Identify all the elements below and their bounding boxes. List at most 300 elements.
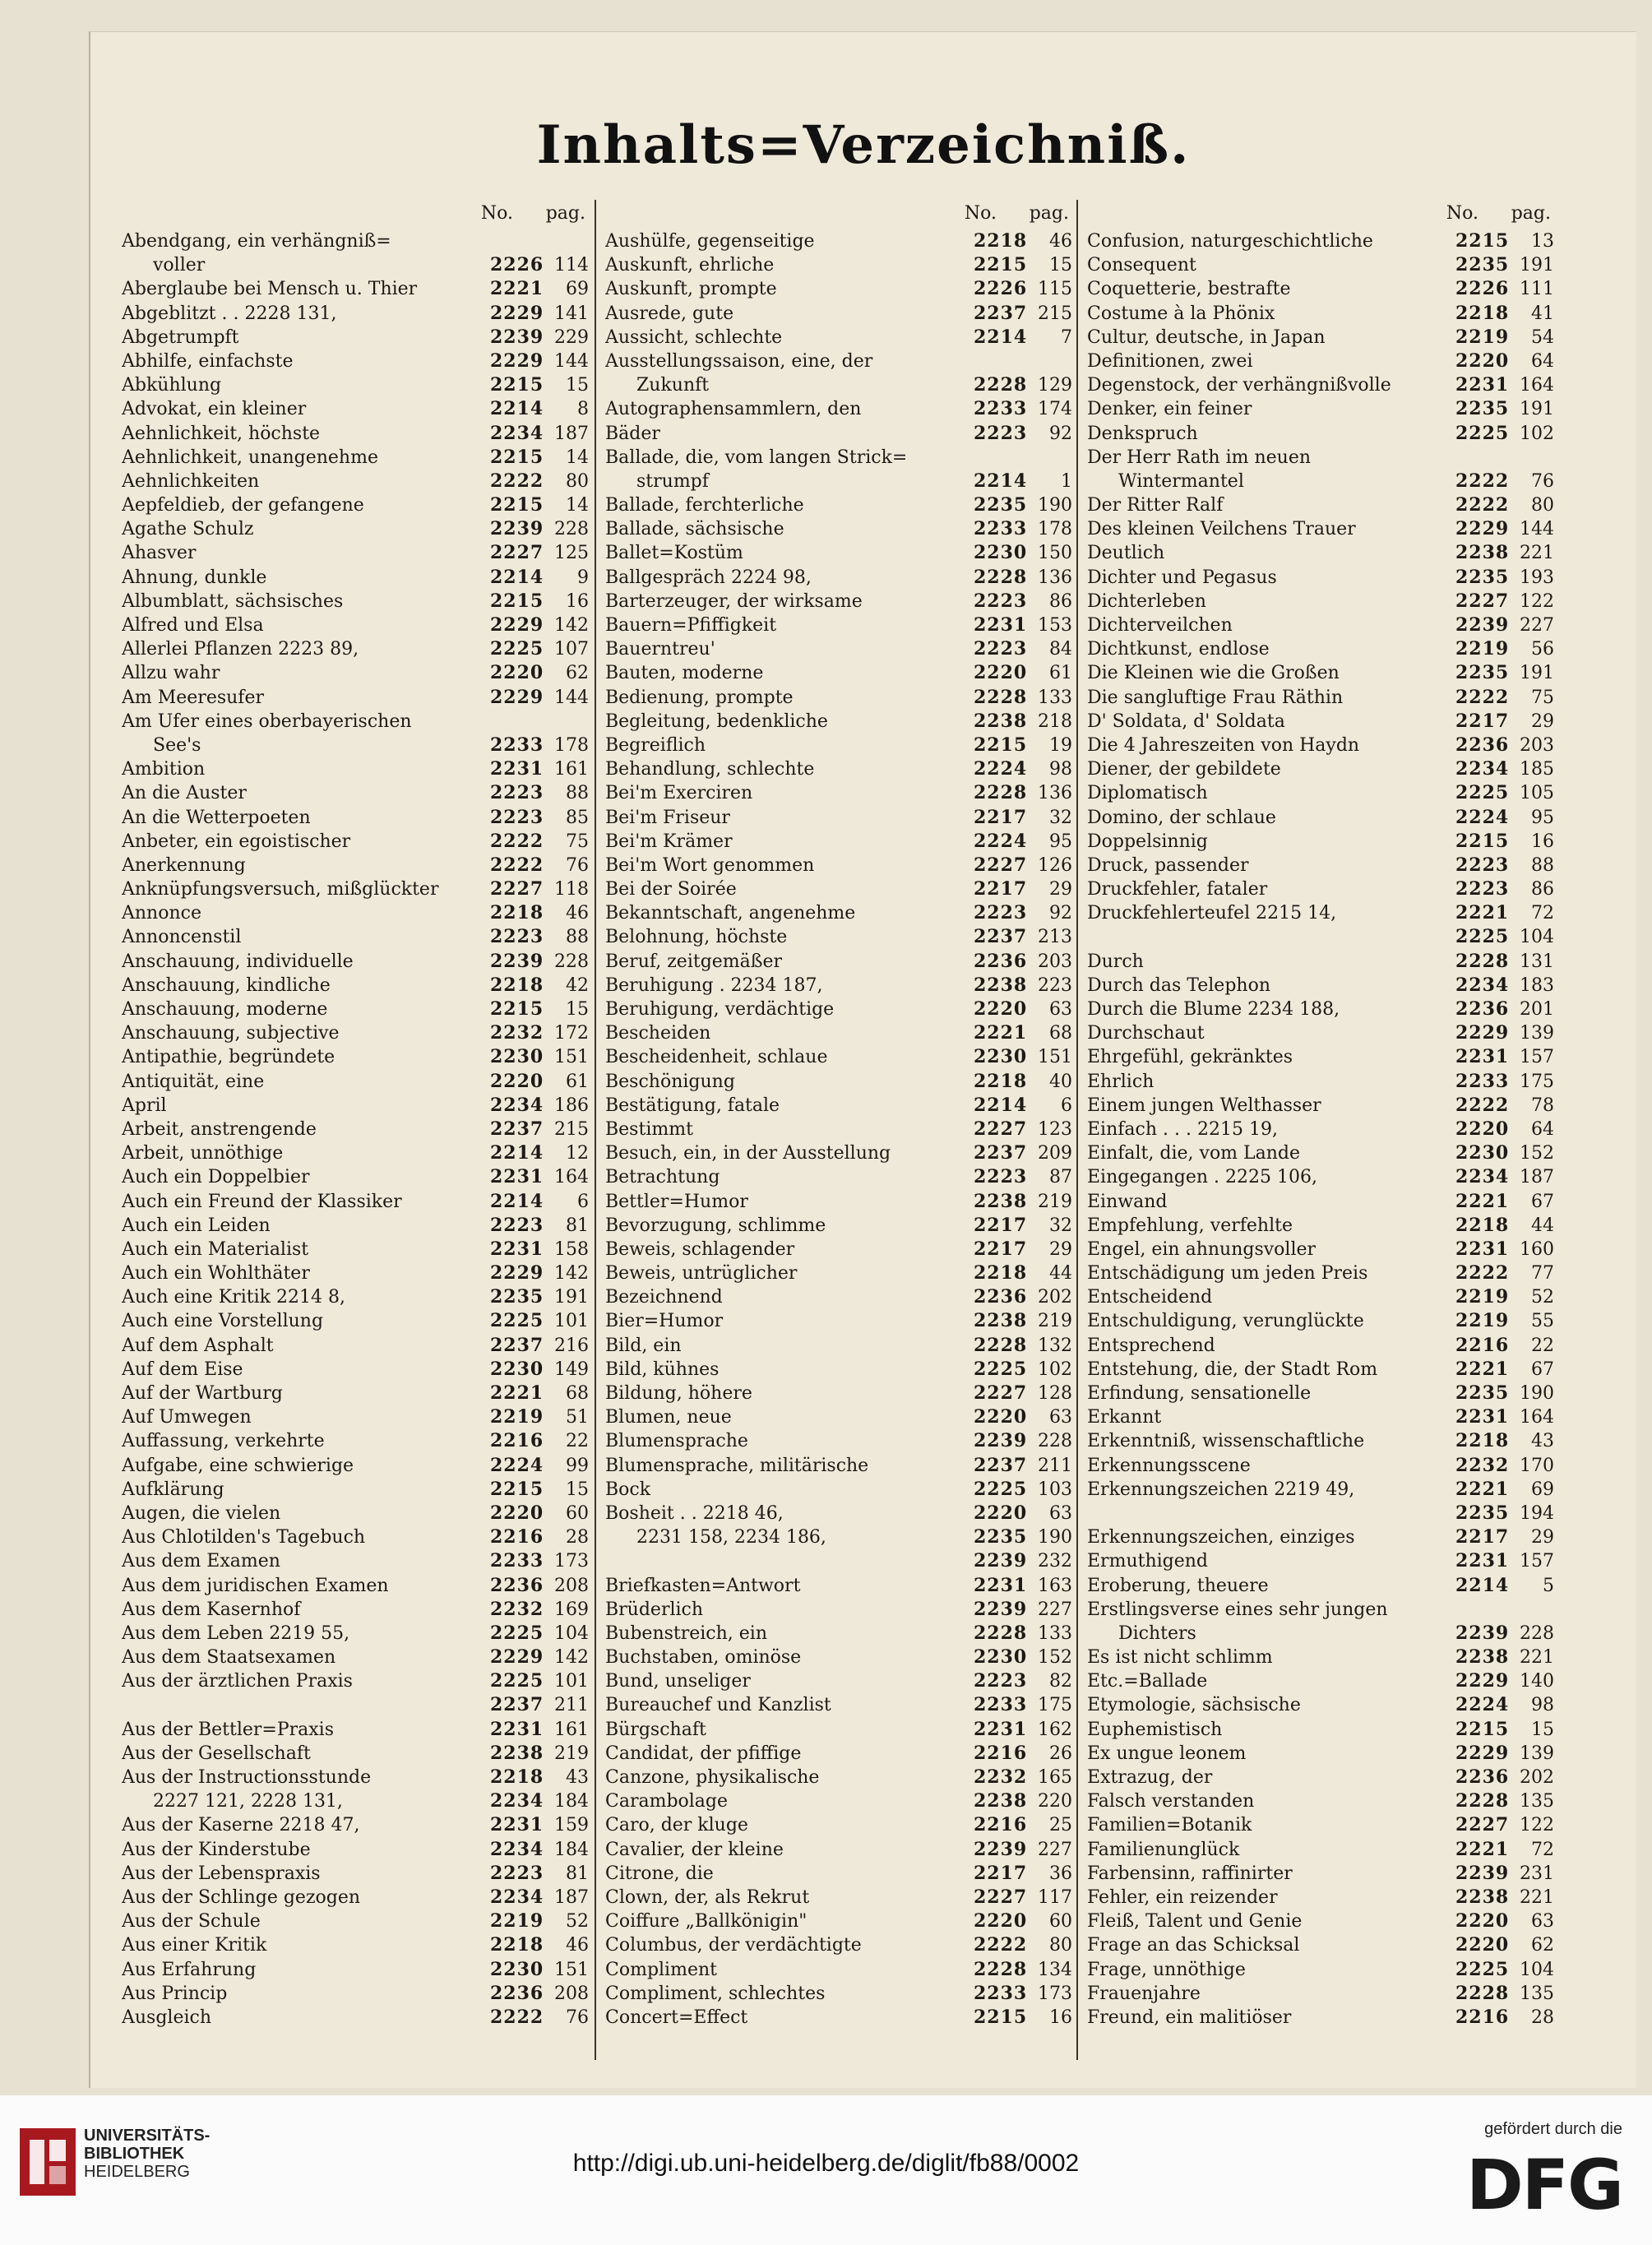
entry-number: 2231 bbox=[974, 614, 1028, 636]
entry-number: 2234 bbox=[490, 1886, 544, 1908]
entry-page: 41 bbox=[1531, 303, 1554, 324]
entry-title: Die 4 Jahreszeiten von Haydn bbox=[1087, 734, 1360, 756]
entry-page: 78 bbox=[1531, 1095, 1554, 1116]
entry-number: 2224 bbox=[974, 758, 1028, 780]
entry-number: 2222 bbox=[490, 470, 544, 492]
index-entry bbox=[115, 1718, 595, 1742]
index-entry bbox=[599, 1405, 1079, 1429]
entry-title: Familien=Botanik bbox=[1087, 1815, 1252, 1836]
entry-title: Aus dem juridischen Examen bbox=[122, 1575, 389, 1596]
index-entry bbox=[1081, 229, 1561, 253]
entry-title: Coquetterie, bestrafte bbox=[1087, 279, 1291, 300]
entry-page: 15 bbox=[566, 999, 589, 1020]
entry-number: 2237 bbox=[974, 302, 1028, 324]
entry-page: 52 bbox=[1531, 1287, 1554, 1308]
entry-title: Antipathie, begründete bbox=[122, 1047, 335, 1068]
entry-title: Auch ein Materialist bbox=[122, 1238, 309, 1260]
entry-title: Cultur, deutsche, in Japan bbox=[1087, 326, 1326, 348]
entry-number: 2215 bbox=[1455, 230, 1510, 252]
entry-title: Einfach . . . 2215 19, bbox=[1087, 1118, 1278, 1140]
entry-page: 76 bbox=[1531, 470, 1554, 492]
index-entry bbox=[599, 493, 1079, 517]
entry-number: 2219 bbox=[1455, 1310, 1510, 1332]
entry-number: 2218 bbox=[1455, 1430, 1510, 1452]
entry-number: 2234 bbox=[490, 1094, 544, 1116]
index-entry bbox=[115, 1886, 595, 1909]
index-entry bbox=[599, 1813, 1079, 1837]
entry-number: 2223 bbox=[490, 806, 544, 828]
index-entry bbox=[599, 877, 1079, 901]
index-entry bbox=[1081, 1982, 1561, 2006]
index-entry bbox=[599, 1238, 1079, 1261]
entry-title: Auf der Wartburg bbox=[122, 1383, 283, 1404]
entry-title: Anschauung, subjective bbox=[122, 1023, 340, 1044]
entry-title: Etymologie, sächsische bbox=[1087, 1695, 1301, 1716]
entry-number: 2236 bbox=[490, 1574, 544, 1596]
entry-number: 2223 bbox=[974, 590, 1028, 612]
entry-page: 228 bbox=[554, 519, 589, 540]
index-entry bbox=[599, 661, 1079, 685]
entry-number: 2215 bbox=[490, 998, 544, 1020]
entry-page: 104 bbox=[1520, 927, 1554, 948]
index-column-2 bbox=[599, 193, 1079, 2030]
entry-page: 219 bbox=[1038, 1191, 1072, 1212]
entry-number: 2221 bbox=[1455, 1478, 1510, 1500]
entry-page: 227 bbox=[1038, 1599, 1072, 1620]
entry-number: 2219 bbox=[1455, 1286, 1510, 1308]
index-entry bbox=[115, 781, 595, 805]
entry-title: Annonce bbox=[122, 903, 201, 924]
entry-page: 202 bbox=[1520, 1767, 1554, 1788]
entry-title: Die sangluftige Frau Räthin bbox=[1087, 687, 1344, 708]
index-entry bbox=[115, 229, 595, 253]
entry-title: Autographensammlern, den bbox=[605, 399, 862, 420]
entry-number: 2235 bbox=[1455, 662, 1510, 684]
entry-title: Euphemistisch bbox=[1087, 1719, 1223, 1740]
index-entry bbox=[599, 1165, 1079, 1189]
index-entry bbox=[115, 1118, 595, 1141]
entry-title: Dichterveilchen bbox=[1087, 615, 1233, 636]
entry-title: Entscheidend bbox=[1087, 1287, 1213, 1308]
entry-number: 2225 bbox=[1455, 926, 1510, 948]
entry-number: 2231 bbox=[974, 1718, 1028, 1740]
entry-page: 160 bbox=[1520, 1238, 1554, 1260]
entry-number: 2215 bbox=[974, 2006, 1028, 2028]
index-entry bbox=[1081, 734, 1561, 757]
index-entry bbox=[115, 1021, 595, 1045]
entry-page: 163 bbox=[1038, 1575, 1072, 1596]
entry-page: 80 bbox=[566, 470, 589, 492]
index-entry bbox=[1081, 998, 1561, 1021]
entry-page: 104 bbox=[554, 1622, 589, 1644]
index-entry bbox=[1081, 349, 1561, 373]
entry-number: 2235 bbox=[1455, 254, 1510, 276]
entry-title: D' Soldata, d' Soldata bbox=[1087, 711, 1285, 732]
entry-title: Bestimmt bbox=[605, 1118, 693, 1140]
entry-page: 141 bbox=[554, 303, 589, 324]
index-entry bbox=[1081, 1382, 1561, 1405]
index-entry bbox=[599, 901, 1079, 925]
index-entry bbox=[115, 517, 595, 541]
entry-page: 88 bbox=[566, 783, 589, 804]
entry-title: Aus dem Staatsexamen bbox=[122, 1647, 336, 1669]
entry-page: 191 bbox=[1520, 663, 1554, 684]
index-entry bbox=[115, 710, 595, 734]
entry-title: Druckfehlerteufel 2215 14, bbox=[1087, 903, 1337, 924]
entry-number: 2239 bbox=[974, 1430, 1028, 1452]
entry-page: 69 bbox=[566, 279, 589, 300]
index-entry bbox=[1081, 877, 1561, 901]
entry-title: Costume à la Phönix bbox=[1087, 303, 1275, 324]
entry-number: 2215 bbox=[490, 1478, 544, 1500]
entry-number: 2225 bbox=[490, 638, 544, 660]
entry-title: Entsprechend bbox=[1087, 1335, 1215, 1356]
entry-number: 2228 bbox=[974, 686, 1028, 708]
entry-number: 2215 bbox=[974, 734, 1028, 756]
entry-title: Ballgespräch 2224 98, bbox=[605, 567, 812, 588]
index-column-1 bbox=[115, 193, 595, 2030]
index-entry bbox=[599, 1789, 1079, 1813]
entry-page: 228 bbox=[554, 951, 589, 972]
entry-page: 215 bbox=[1038, 303, 1072, 324]
index-entry bbox=[599, 253, 1079, 277]
entry-title: Bauern=Pfiffigkeit bbox=[605, 615, 777, 636]
index-entry bbox=[115, 397, 595, 421]
entry-title: Behandlung, schlechte bbox=[605, 759, 815, 780]
entry-number: 2236 bbox=[1455, 998, 1510, 1020]
index-entry bbox=[1081, 950, 1561, 974]
entry-number: 2227 bbox=[974, 1886, 1028, 1908]
entry-title: Begleitung, bedenkliche bbox=[605, 711, 828, 732]
entry-title: Agathe Schulz bbox=[122, 519, 254, 540]
entry-page: 203 bbox=[1038, 951, 1072, 972]
entry-title: Bild, kühnes bbox=[605, 1359, 720, 1380]
index-entry bbox=[1081, 1070, 1561, 1094]
entry-page: 190 bbox=[1520, 1383, 1554, 1404]
index-entry bbox=[599, 1909, 1079, 1933]
entry-page: 36 bbox=[1049, 1863, 1072, 1884]
entry-page: 149 bbox=[554, 1359, 589, 1380]
entry-number: 2220 bbox=[974, 1502, 1028, 1524]
entry-title: Bei'm Friseur bbox=[605, 807, 730, 828]
entry-number: 2229 bbox=[1455, 1670, 1510, 1692]
entry-title: Bekanntschaft, angenehme bbox=[605, 903, 856, 924]
entry-title: Anschauung, individuelle bbox=[122, 951, 354, 972]
entry-number: 2231 bbox=[490, 1718, 544, 1740]
entry-title: Aufgabe, eine schwierige bbox=[122, 1455, 354, 1476]
index-entry bbox=[1081, 1909, 1561, 1933]
entry-number: 2230 bbox=[490, 1358, 544, 1380]
entry-number: 2225 bbox=[1455, 782, 1510, 804]
entry-page: 29 bbox=[1531, 711, 1554, 732]
index-entry bbox=[599, 302, 1079, 326]
entry-page: 75 bbox=[1531, 687, 1554, 708]
entry-title: Aepfeldieb, der gefangene bbox=[122, 495, 364, 516]
entry-title: Dichtkunst, endlose bbox=[1087, 639, 1270, 660]
entry-title: Aus Erfahrung bbox=[122, 1959, 257, 1980]
index-entry bbox=[1081, 253, 1561, 277]
index-entry bbox=[1081, 1958, 1561, 1982]
entry-page: 117 bbox=[1038, 1886, 1072, 1908]
entry-page: 63 bbox=[1531, 1911, 1554, 1933]
entry-title: Brüderlich bbox=[605, 1599, 704, 1620]
entry-number: 2223 bbox=[490, 1862, 544, 1884]
entry-page: 122 bbox=[1520, 1815, 1554, 1836]
entry-number: 2233 bbox=[1455, 1070, 1510, 1092]
entry-title: Dichters bbox=[1118, 1622, 1196, 1644]
entry-number: 2223 bbox=[974, 1166, 1028, 1188]
index-entry bbox=[599, 373, 1079, 397]
entry-page: 44 bbox=[1531, 1215, 1554, 1236]
index-entry bbox=[115, 1813, 595, 1837]
entry-number: 2231 bbox=[974, 1574, 1028, 1596]
entry-page: 178 bbox=[554, 734, 589, 756]
entry-title: Auskunft, prompte bbox=[605, 279, 777, 300]
entry-page: 28 bbox=[566, 1527, 589, 1548]
entry-title: Aus Chlotilden's Tagebuch bbox=[122, 1527, 366, 1548]
index-entry bbox=[115, 998, 595, 1021]
entry-number: 2229 bbox=[490, 686, 544, 708]
entry-page: 191 bbox=[554, 1287, 589, 1308]
entry-title: Aus dem Examen bbox=[122, 1551, 280, 1572]
entry-title: Falsch verstanden bbox=[1087, 1791, 1255, 1812]
entry-number: 2227 bbox=[974, 854, 1028, 876]
entry-number: 2220 bbox=[974, 1910, 1028, 1933]
entry-title: Auch ein Freund der Klassiker bbox=[122, 1191, 402, 1212]
entry-page: 81 bbox=[566, 1215, 589, 1236]
index-entry bbox=[1081, 1094, 1561, 1118]
document-url[interactable]: http://digi.ub.uni-heidelberg.de/diglit/fb88/0002 bbox=[572, 2150, 1080, 2177]
entry-page: 77 bbox=[1531, 1263, 1554, 1285]
index-entry bbox=[599, 1478, 1079, 1502]
entry-number: 2223 bbox=[490, 926, 544, 948]
entry-number: 2237 bbox=[490, 1118, 544, 1140]
entry-number: 2216 bbox=[1455, 2006, 1510, 2028]
entry-number: 2228 bbox=[974, 782, 1028, 804]
index-entry bbox=[115, 1238, 595, 1261]
entry-title: Ausgleich bbox=[122, 2007, 212, 2028]
entry-number: 2216 bbox=[974, 1814, 1028, 1836]
entry-title: Auch eine Kritik 2214 8, bbox=[122, 1287, 345, 1308]
scanned-page bbox=[89, 31, 1636, 2088]
entry-number: 2231 bbox=[490, 1166, 544, 1188]
entry-number: 2222 bbox=[490, 854, 544, 876]
index-entry bbox=[599, 1021, 1079, 1045]
index-entry bbox=[115, 446, 595, 470]
entry-number: 2229 bbox=[1455, 518, 1510, 540]
index-entry bbox=[1081, 781, 1561, 805]
index-entry bbox=[599, 1502, 1079, 1525]
entry-page: 62 bbox=[1531, 1935, 1554, 1956]
index-entry bbox=[1081, 1118, 1561, 1141]
index-entry bbox=[1081, 1838, 1561, 1862]
entry-title: Blumensprache bbox=[605, 1431, 748, 1452]
index-entry bbox=[599, 1958, 1079, 1982]
entry-title: Empfehlung, verfehlte bbox=[1087, 1215, 1293, 1236]
entry-title: Wintermantel bbox=[1118, 470, 1244, 492]
entry-title: Aehnlichkeit, unangenehme bbox=[122, 447, 378, 468]
entry-number: 2227 bbox=[490, 542, 544, 564]
index-entry bbox=[115, 950, 595, 974]
entry-number: 2218 bbox=[974, 1070, 1028, 1092]
entry-page: 46 bbox=[1049, 231, 1072, 252]
entry-title: Coiffure „Ballkönigin" bbox=[605, 1911, 807, 1933]
logo-line-3: HEIDELBERG bbox=[84, 2163, 190, 2181]
index-entry bbox=[115, 661, 595, 685]
entry-page: 98 bbox=[1049, 759, 1072, 780]
index-entry bbox=[599, 1190, 1079, 1214]
index-entry bbox=[1081, 1766, 1561, 1789]
entry-page: 81 bbox=[566, 1863, 589, 1884]
index-entry bbox=[599, 1070, 1079, 1094]
index-entry bbox=[599, 470, 1079, 493]
entry-page: 187 bbox=[554, 1886, 589, 1908]
entry-page: 201 bbox=[1520, 999, 1554, 1020]
entry-number: 2237 bbox=[490, 1334, 544, 1356]
entry-number: 2234 bbox=[490, 422, 544, 444]
entry-page: 158 bbox=[554, 1238, 589, 1260]
entry-page: 183 bbox=[1520, 974, 1554, 996]
index-entry bbox=[599, 1285, 1079, 1309]
entry-title: Bubenstreich, ein bbox=[605, 1622, 768, 1644]
entry-number: 2229 bbox=[1455, 1742, 1510, 1764]
entry-page: 111 bbox=[1520, 279, 1554, 300]
entry-number: 2217 bbox=[974, 1238, 1028, 1260]
entry-page: 184 bbox=[554, 1791, 589, 1812]
index-entry bbox=[115, 1766, 595, 1789]
index-entry bbox=[1081, 830, 1561, 854]
index-entry bbox=[599, 446, 1079, 470]
entry-page: 151 bbox=[1038, 1047, 1072, 1068]
entry-page: 134 bbox=[1038, 1959, 1072, 1980]
entry-title: strumpf bbox=[636, 470, 709, 492]
entry-page: 164 bbox=[554, 1167, 589, 1188]
entry-number: 2223 bbox=[974, 422, 1028, 444]
index-entry bbox=[1081, 1261, 1561, 1285]
entry-title: Blumen, neue bbox=[605, 1407, 732, 1428]
entry-number: 2215 bbox=[1455, 830, 1510, 852]
entry-number: 2214 bbox=[490, 398, 544, 420]
entry-page: 60 bbox=[566, 1502, 589, 1524]
entry-page: 190 bbox=[1038, 495, 1072, 516]
entry-number: 2239 bbox=[1455, 1862, 1510, 1884]
entry-page: 162 bbox=[1038, 1719, 1072, 1740]
entry-title: Beruhigung . 2234 187, bbox=[605, 974, 823, 996]
entry-number: 2227 bbox=[974, 1118, 1028, 1140]
entry-page: 54 bbox=[1531, 326, 1554, 348]
entry-page: 95 bbox=[1531, 807, 1554, 828]
index-entry bbox=[599, 925, 1079, 949]
entry-number: 2228 bbox=[1455, 1790, 1510, 1812]
entry-page: 231 bbox=[1520, 1863, 1554, 1884]
index-entry bbox=[115, 877, 595, 901]
entry-number: 2234 bbox=[490, 1790, 544, 1812]
entry-page: 72 bbox=[1531, 1839, 1554, 1860]
entry-title: Beruhigung, verdächtige bbox=[605, 999, 835, 1020]
entry-page: 139 bbox=[1520, 1023, 1554, 1044]
index-entry bbox=[115, 1214, 595, 1238]
index-entry bbox=[1081, 661, 1561, 685]
entry-title: voller bbox=[153, 255, 206, 276]
index-entry bbox=[115, 974, 595, 998]
entry-page: 76 bbox=[566, 854, 589, 876]
index-entry bbox=[1081, 686, 1561, 710]
entry-title: Erkennungsscene bbox=[1087, 1455, 1251, 1476]
entry-title: Diener, der gebildete bbox=[1087, 759, 1281, 780]
entry-title: Bock bbox=[605, 1479, 651, 1500]
entry-title: Candidat, der pfiffige bbox=[605, 1743, 802, 1764]
index-entry bbox=[599, 1382, 1079, 1405]
entry-page: 126 bbox=[1038, 854, 1072, 876]
index-entry bbox=[599, 1838, 1079, 1862]
entry-title: Zukunft bbox=[636, 375, 710, 396]
index-entry bbox=[1081, 1813, 1561, 1837]
entry-number: 2220 bbox=[1455, 349, 1510, 372]
index-entry bbox=[115, 1045, 595, 1069]
index-entry bbox=[115, 757, 595, 781]
entry-number: 2233 bbox=[974, 1982, 1028, 2004]
entry-page: 202 bbox=[1038, 1287, 1072, 1308]
index-entry bbox=[599, 613, 1079, 637]
entry-number: 2223 bbox=[490, 1214, 544, 1236]
entry-number: 2232 bbox=[490, 1022, 544, 1044]
entry-number: 2218 bbox=[974, 1262, 1028, 1285]
entry-title: Ballade, die, vom langen Strick= bbox=[605, 447, 908, 468]
index-entry bbox=[1081, 1574, 1561, 1598]
entry-title: Beschönigung bbox=[605, 1071, 735, 1092]
index-entry bbox=[1081, 446, 1561, 470]
index-entry bbox=[1081, 1358, 1561, 1382]
entry-page: 136 bbox=[1038, 567, 1072, 588]
entry-title: Abkühlung bbox=[122, 375, 222, 396]
entry-title: Fleiß, Talent und Genie bbox=[1087, 1911, 1303, 1933]
entry-title: Belohnung, höchste bbox=[605, 927, 788, 948]
entry-number: 2224 bbox=[974, 830, 1028, 852]
index-entry bbox=[599, 422, 1079, 446]
entry-number: 2215 bbox=[490, 590, 544, 612]
entry-title: Compliment, schlechtes bbox=[605, 1983, 826, 2004]
entry-title: Bauten, moderne bbox=[605, 663, 764, 684]
entry-page: 221 bbox=[1520, 543, 1554, 564]
entry-title: Bei'm Wort genommen bbox=[605, 854, 815, 876]
entry-number: 2233 bbox=[974, 398, 1028, 420]
entry-number: 2223 bbox=[490, 782, 544, 804]
index-entry bbox=[115, 613, 595, 637]
entry-title: Bei der Soirée bbox=[605, 879, 737, 900]
entry-page: 221 bbox=[1520, 1647, 1554, 1669]
entry-title: Ausrede, gute bbox=[605, 303, 734, 324]
index-columns bbox=[115, 193, 1610, 2068]
index-entry bbox=[115, 349, 595, 373]
entry-number: 2218 bbox=[490, 974, 544, 996]
entry-title: Bescheidenheit, schlaue bbox=[605, 1047, 828, 1068]
index-entry bbox=[115, 1574, 595, 1598]
entry-number: 2239 bbox=[974, 1838, 1028, 1860]
entry-number: 2222 bbox=[1455, 494, 1510, 516]
entry-title: Extrazug, der bbox=[1087, 1767, 1213, 1788]
entry-number: 2230 bbox=[974, 542, 1028, 564]
entry-title: Definitionen, zwei bbox=[1087, 350, 1253, 372]
entry-page: 133 bbox=[1038, 687, 1072, 708]
entry-number: 2220 bbox=[974, 1406, 1028, 1428]
index-entry bbox=[1081, 1862, 1561, 1886]
entry-page: 51 bbox=[566, 1407, 589, 1428]
entry-title: Augen, die vielen bbox=[122, 1502, 281, 1524]
entry-number: 2220 bbox=[1455, 1910, 1510, 1933]
entry-page: 219 bbox=[1038, 1311, 1072, 1332]
entry-page: 161 bbox=[554, 759, 589, 780]
entry-page: 32 bbox=[1049, 1215, 1072, 1236]
